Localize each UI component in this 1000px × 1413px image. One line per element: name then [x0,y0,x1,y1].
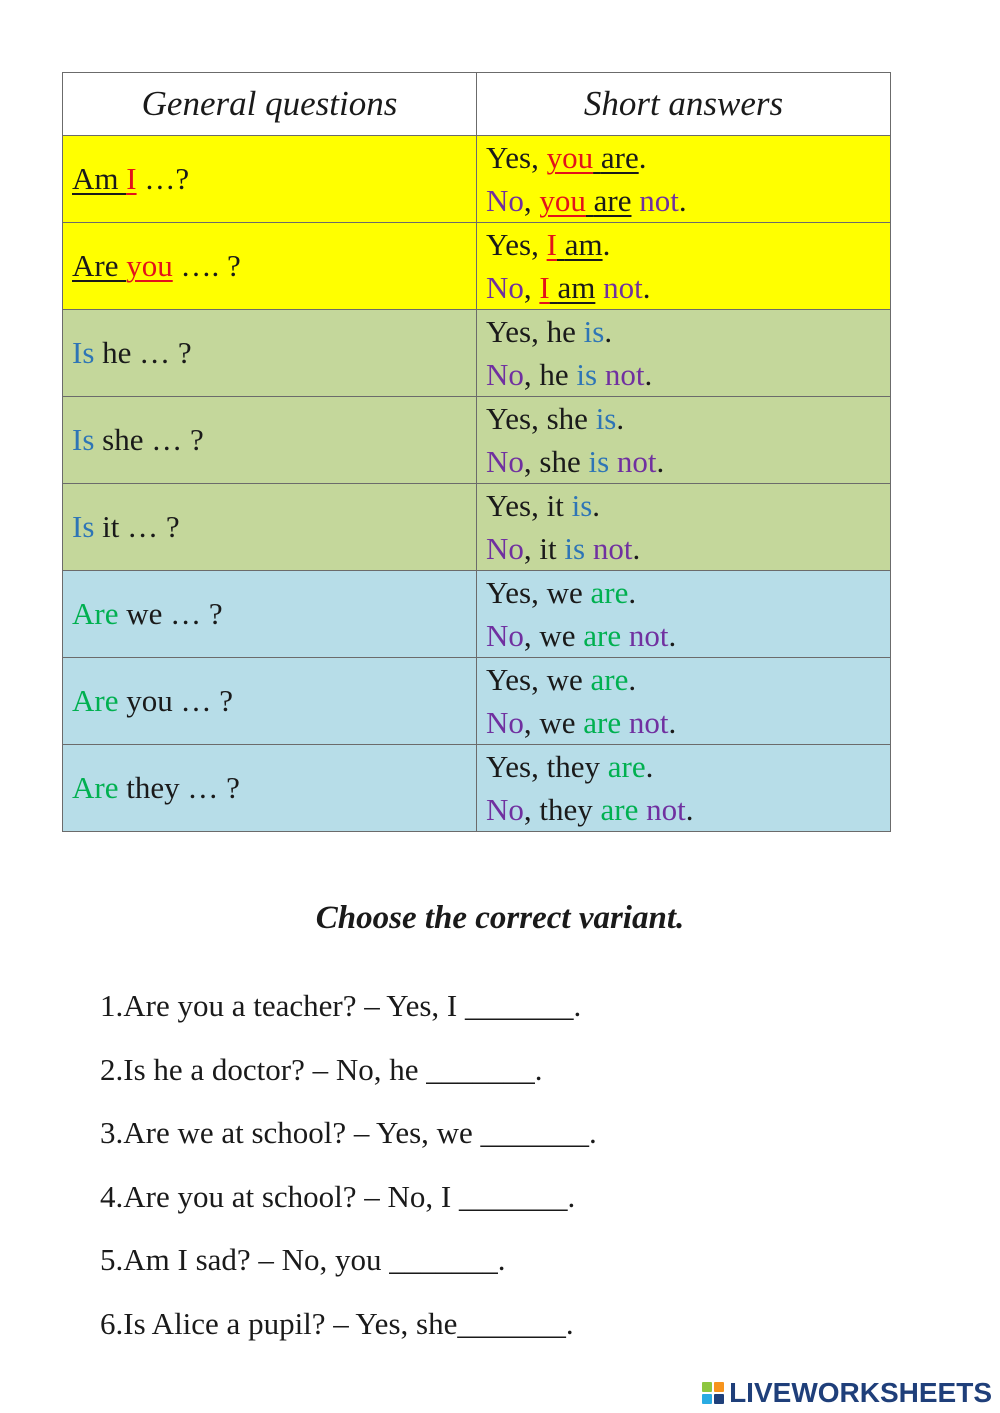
answer-yes-segment: . [616,401,625,436]
answer-no-segment: . [668,705,677,740]
answer-no-segment: is [564,531,586,566]
header-general-questions: General questions [63,73,477,136]
answer-no-segment: not [621,618,669,653]
exercise-item [100,1107,597,1171]
liveworksheets-logo-icon [701,1381,725,1405]
answer-yes-segment: . [638,140,647,175]
answer-yes-segment: Yes, they [486,749,608,784]
answer-yes-segment: are [607,749,646,784]
answer-yes-segment: are [600,140,639,175]
answer-no [486,527,880,570]
question-segment: they … ? [118,770,240,805]
exercise-number: 5. [100,1242,124,1278]
question-segment: we … ? [118,596,223,631]
answer-yes [486,745,880,788]
answer-no-segment: , [523,270,540,305]
answer-no-segment: you [539,183,586,218]
answer-no-segment: are [600,792,639,827]
answer-no-segment: not [631,183,679,218]
answer-no-segment: not [638,792,686,827]
exercise-text: Am I sad? – No, you _______. [123,1242,506,1278]
answer-no-segment: is [576,357,598,392]
short-answer-cell [477,223,891,310]
answer-yes-segment [593,140,601,175]
answer-no-segment: , he [523,357,577,392]
answer-no-segment: is [588,444,610,479]
table-row [63,745,891,832]
question-segment: you … ? [118,683,233,718]
answer-yes [486,658,880,701]
grammar-table-body [63,136,891,832]
answer-yes [486,397,880,440]
question-segment: Are [72,596,119,631]
answer-no-segment: I [539,270,550,305]
answer-no-segment: No [486,183,524,218]
answer-no-segment [586,183,594,218]
question-segment: Am [72,161,119,196]
general-question-cell [63,223,477,310]
answer-no-segment: No [486,270,524,305]
answer-no-segment: . [644,357,653,392]
answer-no-segment: not [585,531,633,566]
exercise-list [100,980,597,1362]
liveworksheets-brand [701,1376,992,1410]
question-segment: Are [72,683,119,718]
exercise-item [100,1298,597,1362]
answer-yes-segment: is [583,314,605,349]
header-short-answers: Short answers [477,73,891,136]
answer-yes [486,310,880,353]
answer-no-segment: not [597,357,645,392]
answer-yes-segment: are [590,575,629,610]
answer-no-segment: . [668,618,677,653]
answer-no-segment: . [656,444,665,479]
table-header-row [63,73,891,136]
question-segment: Are [72,248,119,283]
exercise-number: 4. [100,1178,124,1214]
answer-yes-segment: is [571,488,593,523]
answer-no-segment: , they [523,792,601,827]
answer-no-segment: No [486,792,524,827]
table-row [63,397,891,484]
answer-yes-segment: . [645,749,654,784]
answer-no-segment: not [621,705,669,740]
question-segment: …. ? [172,248,241,283]
answer-yes-segment: Yes, [486,227,547,262]
question-segment: Is [72,422,95,457]
question-segment: Are [72,770,119,805]
answer-yes-segment: Yes, we [486,662,591,697]
answer-yes-segment: are [590,662,629,697]
answer-no-segment: . [685,792,694,827]
answer-yes-segment: . [592,488,601,523]
exercise-text: Are we at school? – Yes, we _______. [123,1115,597,1151]
grammar-table [62,72,891,832]
exercise-number: 1. [100,988,124,1023]
question-segment: I [126,161,137,196]
general-question-cell [63,571,477,658]
exercise-item [100,980,597,1044]
answer-yes-segment: Yes, we [486,575,591,610]
question-segment: …? [136,161,190,196]
answer-no [486,353,880,396]
answer-yes-segment: Yes, he [486,314,584,349]
answer-no-segment: are [593,183,632,218]
answer-yes-segment: you [546,140,594,175]
short-answer-cell [477,310,891,397]
answer-no [486,701,880,744]
answer-yes-segment: . [604,314,613,349]
exercise-text: Are you at school? – No, I _______. [123,1178,576,1214]
exercise-item [100,1044,597,1108]
table-row [63,658,891,745]
answer-no-segment: No [486,618,524,653]
answer-no [486,266,880,309]
exercise-title: Choose the correct variant. [315,900,685,936]
answer-no-segment: are [583,618,622,653]
answer-no-segment: No [486,444,524,479]
short-answer-cell [477,136,891,223]
table-row [63,223,891,310]
question-segment: he … ? [94,335,192,370]
short-answer-cell [477,397,891,484]
answer-yes [486,571,880,614]
answer-no-segment: not [595,270,643,305]
question-segment: Is [72,509,95,544]
answer-yes [486,484,880,527]
answer-no-segment: . [642,270,651,305]
answer-no-segment: No [486,357,524,392]
exercise-text: Is Alice a pupil? – Yes, she_______. [123,1305,574,1341]
answer-yes [486,136,880,179]
answer-no-segment: No [486,531,524,566]
answer-no-segment: , she [523,444,589,479]
general-question-cell [63,397,477,484]
answer-no-segment: , we [523,705,584,740]
brand-text: LIVEWORKSHEETS [729,1377,992,1408]
question-segment: you [126,248,173,283]
table-row [63,136,891,223]
answer-no [486,788,880,831]
answer-yes-segment: is [595,401,617,436]
general-question-cell [63,310,477,397]
answer-yes-segment [557,227,565,262]
answer-no-segment: . [632,531,641,566]
short-answer-cell [477,658,891,745]
table-row [63,484,891,571]
answer-yes-segment: Yes, she [486,401,596,436]
answer-yes-segment: . [602,227,611,262]
general-question-cell [63,136,477,223]
question-segment: Is [72,335,95,370]
general-question-cell [63,745,477,832]
answer-no-segment: are [583,705,622,740]
exercise-text: Is he a doctor? – No, he _______. [123,1051,543,1087]
exercise-number: 3. [100,1115,124,1151]
answer-no-segment: am [557,270,596,305]
answer-yes-segment: Yes, [486,140,547,175]
answer-no-segment: , we [523,618,584,653]
answer-yes [486,223,880,266]
answer-yes-segment: . [628,662,637,697]
short-answer-cell [477,484,891,571]
exercise-number: 6. [100,1305,124,1341]
question-segment: she … ? [94,422,204,457]
answer-yes-segment: I [546,227,557,262]
question-segment: it … ? [94,509,180,544]
answer-no-segment: not [609,444,657,479]
short-answer-cell [477,745,891,832]
answer-yes-segment: . [628,575,637,610]
answer-yes-segment: am [564,227,603,262]
short-answer-cell [477,571,891,658]
exercise-text: Are you a teacher? – Yes, I _______. [123,988,582,1023]
exercise-number: 2. [100,1051,124,1087]
general-question-cell [63,484,477,571]
exercise-item [100,1171,597,1235]
general-question-cell [63,658,477,745]
answer-no [486,614,880,657]
answer-no-segment: . [678,183,687,218]
answer-no-segment: No [486,705,524,740]
exercise-item [100,1234,597,1298]
answer-no [486,440,880,483]
answer-no-segment: , [523,183,540,218]
answer-no-segment: , it [523,531,565,566]
table-row [63,310,891,397]
table-row [63,571,891,658]
answer-no [486,179,880,222]
answer-yes-segment: Yes, it [486,488,572,523]
